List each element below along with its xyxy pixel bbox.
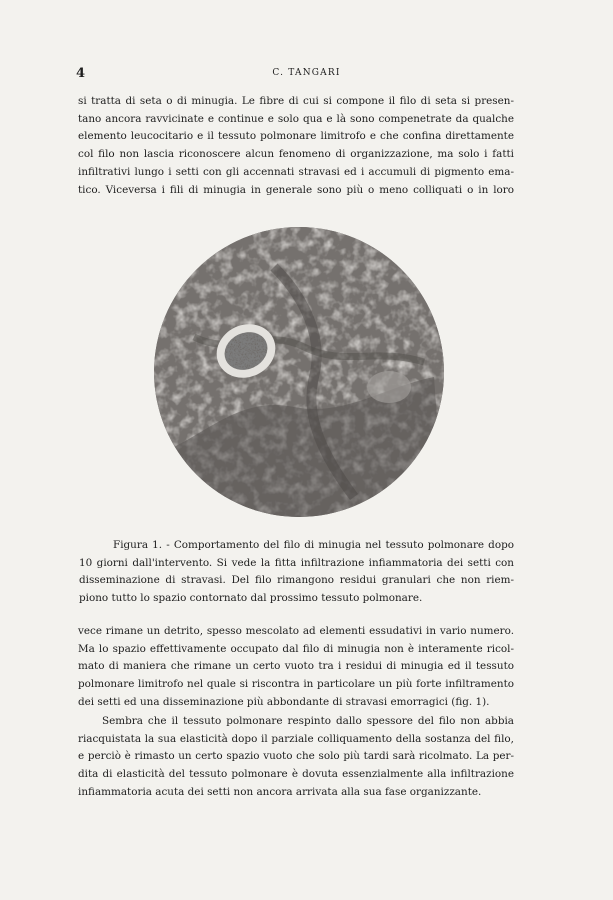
text-line: Sembra che il tessuto polmonare respinto dallo spessore del filo non abbia [102,715,514,727]
caption-line: disseminazione di stravasi. Del filo rimangono residui granulari che non riem- [79,574,514,586]
text-line: mato di maniera che rimane un certo vuoto tra i residui di minugia ed il tessuto [78,660,514,673]
micrograph-image [154,227,444,517]
text-line: polmonare limitrofo nel quale si riscontra in particolare un più forte infiltramento [78,678,514,691]
caption-line: 10 giorni dall'intervento. Si vede la fitta infiltrazione infiammatoria dei setti con [79,556,514,569]
text-line: infiltrativi lungo i setti con gli accennati stravasi ed i accumuli di pigmento ema- [78,165,514,178]
text-line: tico. Viceversa i fili di minugia in generale sono più o meno colliquati o in loro [78,183,514,196]
text-line: riacquistata la sua elasticità dopo il parziale colliquamento della sostanza del filo, [78,732,514,745]
page-number: 4 [76,66,86,81]
text-line: si tratta di seta o di minugia. Le fibre di cui si compone il filo di seta si presen- [78,95,514,107]
text-line: e perciò è rimasto un certo spazio vuoto che solo più tardi sarà ricolmato. La per- [78,750,514,763]
paragraph-3 [78,713,514,802]
micrograph-figure [154,227,444,517]
text-line: Ma lo spazio effettivamente occupato dal filo di minugia non è interamente ricol- [78,642,514,655]
text-line: infiammatoria acuta dei setti non ancora arrivata alla sua fase organizzante. [78,785,482,798]
running-head-author: C. TANGARI [272,68,341,78]
text-line: vece rimane un detrito, spesso mescolato ad elementi essudativi in vario numero. [78,625,514,637]
paragraph-1 [78,93,514,199]
text-line: elemento leucocitario e il tessuto polmonare limitrofo e che confina direttamente [78,130,514,143]
figure-caption [79,537,514,607]
text-line: col filo non lascia riconoscere alcun fenomeno di organizzazione, ma solo i fatti [78,148,514,161]
caption-line: piono tutto lo spazio contornato dal prossimo tessuto polmonare. [79,591,423,604]
caption-line: Figura 1. - Comportamento del filo di minugia nel tessuto polmonare dopo [113,539,514,551]
text-line: dita di elasticità del tessuto polmonare è dovuta essenzialmente alla infiltrazione [78,768,514,781]
text-line: tano ancora ravvicinate e continue e solo qua e là sono compenetrate da qualche [78,112,514,125]
paragraph-2 [78,623,514,712]
text-line: dei setti ed una disseminazione più abbondante di stravasi emorragici (fig. 1). [78,695,490,708]
page-header [76,66,537,82]
